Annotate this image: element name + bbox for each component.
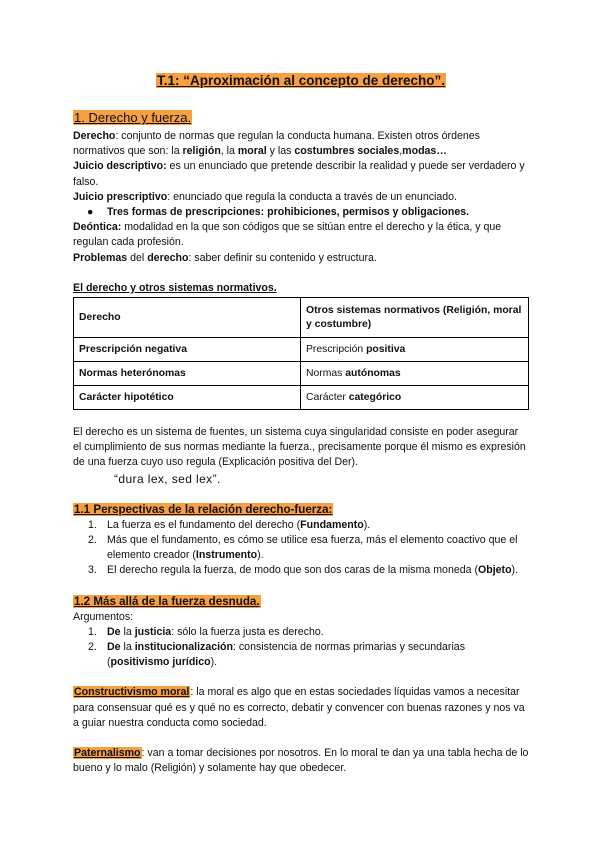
latin-quote: “dura lex, sed lex”.: [114, 471, 221, 486]
bullet-item: ● Tres formas de prescripciones: prohibiciones, permisos y obligaciones.: [87, 205, 529, 220]
document-page: [73, 72, 529, 776]
table-header-row: [74, 298, 529, 338]
table-heading: El derecho y otros sistemas normativos.: [73, 281, 277, 294]
list-item: 3. El derecho regula la fuerza, de modo que son dos caras de la misma moneda (Objeto).: [88, 564, 519, 577]
table-row: [74, 386, 529, 410]
paragraph-derecho-fuerza: El derecho es un sistema de fuentes, un sistema cuya singularidad consiste en poder asegurar el cumplimiento de sus normas mediante la fuerza., precisamente porque él mismo es expresión de una fuerza cuyo uso regula (Explicación positiva del Der).: [73, 426, 526, 469]
paragraph-constructivismo: Constructivismo moral: la moral es algo que en estas sociedades líquidas vamos a necesitar para consensuar qué es y qué no es correcto, debatir y convencer con buenas razones y nos va a guiar nuestra conducta como sociedad.: [73, 686, 525, 729]
definition-juicio-prescriptivo: Juicio prescriptivo: enunciado que regula la conducta a través de un enunciado.: [73, 190, 457, 203]
arguments-list: [73, 625, 529, 671]
bullet-dot-icon: ●: [87, 206, 94, 219]
section-heading-1-1: 1.1 Perspectivas de la relación derecho-fuerza:: [74, 502, 333, 516]
definition-problemas: Problemas del derecho: saber definir su contenido y estructura.: [73, 251, 377, 264]
perspectives-list: [73, 518, 529, 579]
paragraph-paternalismo: Paternalismo: van a tomar decisiones por nosotros. En lo moral te dan ya una tabla hecha de lo bueno y lo malo (Religión) y solamente hay que obedecer.: [73, 747, 529, 775]
comparison-table: [73, 297, 529, 410]
definition-derecho: Derecho: conjunto de normas que regulan la conducta humana. Existen otros órdenes normativos que son: la religión, la moral y las costumbres sociales,modas…: [73, 130, 480, 158]
list-item: 1. De la justicia: sólo la fuerza justa es derecho.: [88, 625, 324, 638]
definition-deontica: Deóntica: modalidad en la que son códigos que se sitúan entre el derecho y la ética, y que regulan cada profesión.: [73, 221, 502, 249]
table-cell: Carácter hipotético: [74, 386, 301, 410]
table-header-cell: Derecho: [74, 298, 301, 338]
table-cell: Prescripción negativa: [74, 338, 301, 362]
table-header-cell: Otros sistemas normativos (Religión, moral y costumbre): [301, 298, 529, 338]
definition-juicio-descriptivo: Juicio descriptivo: es un enunciado que pretende describir la realidad y puede ser verdadero y falso.: [73, 160, 525, 188]
list-item: 2. Más que el fundamento, es cómo se utilice esa fuerza, más el elemento coactivo que el elemento creador (Instrumento).: [88, 534, 518, 562]
arguments-intro: Argumentos:: [73, 610, 134, 623]
list-item: 2. De la institucionalización: consistencia de normas primarias y secundarias (positivismo jurídico).: [88, 641, 465, 669]
table-cell: Carácter categórico: [301, 386, 529, 410]
table-cell: Normas autónomas: [301, 362, 529, 386]
list-item: 1. La fuerza es el fundamento del derecho (Fundamento).: [88, 518, 371, 531]
table-cell: Normas heterónomas: [74, 362, 301, 386]
table-row: [74, 338, 529, 362]
section-heading-1: 1. Derecho y fuerza.: [74, 110, 192, 125]
table-row: [74, 362, 529, 386]
table-cell: Prescripción positiva: [301, 338, 529, 362]
document-title: T.1: “Aproximación al concepto de derecho”.: [156, 73, 446, 88]
section-heading-1-2: 1.2 Más allá de la fuerza desnuda.: [74, 594, 260, 608]
